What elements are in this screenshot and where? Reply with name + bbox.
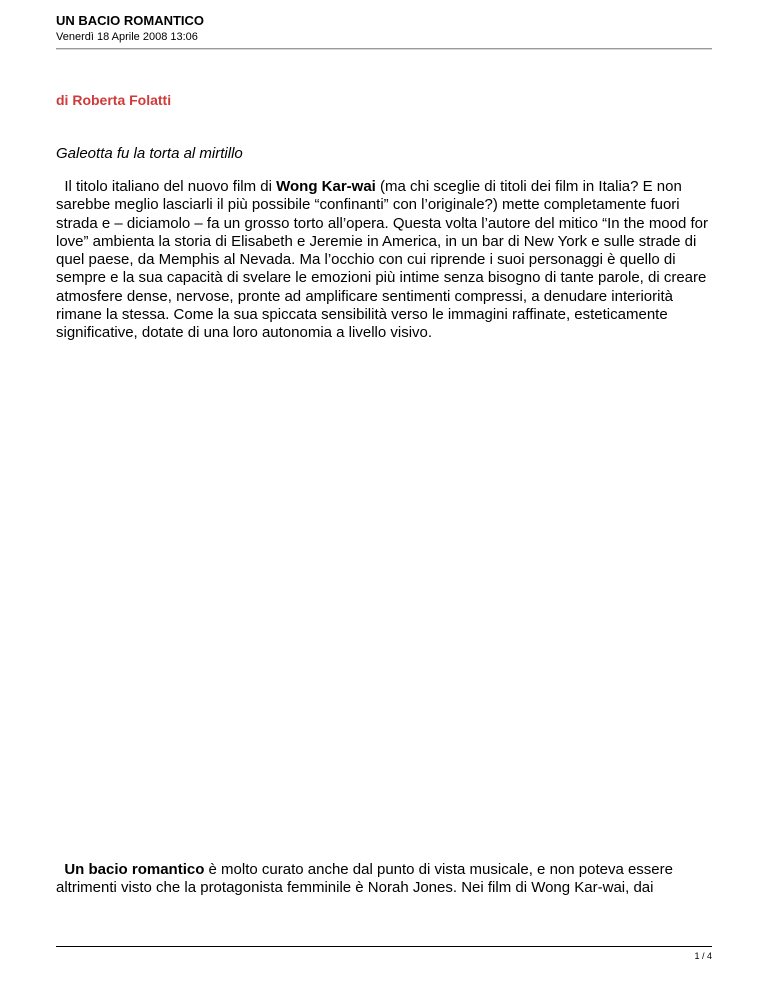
document-title: UN BACIO ROMANTICO: [56, 13, 205, 28]
director-name: Wong Kar-wai: [276, 178, 376, 195]
paragraph-1-intro: Il titolo italiano del nuovo film di: [64, 178, 277, 195]
document-date: Venerdì 18 Aprile 2008 13:06: [56, 31, 198, 43]
paragraph-2-body: è molto curato anche dal punto di vista musicale, e non poteva essere altrimenti visto che la protagonista femminile è Norah Jones. Nei film di Wong Kar-wai, dai: [56, 861, 673, 897]
footer-divider: [56, 946, 712, 947]
page-number: 1 / 4: [694, 951, 712, 961]
header-divider: [56, 48, 712, 50]
document-header: [56, 13, 712, 44]
paragraph-1-body: (ma chi sceglie di titoli dei film in Italia? E non sarebbe meglio lasciarli il più possibile “confinanti” con l’originale?) mette completamente fuori strada e – diciamolo – fa un grosso torto all’opera. Questa volta l’autore del mitico “In the mood for love” ambienta la storia di Elisabeth e Jeremie in America, in un bar di New York e sulle strade di quel paese, da Memphis al Nevada. Ma l’occhio con cui riprende i suoi personaggi è quello di sempre e la sua capacità di svelare le emozioni più intime senza bisogno di tante parole, di creare atmosfere dense, nervose, pronte ad amplificare sentimenti compressi, a denudare interiorità rimane la stessa. Come la sua spiccata sensibilità verso le immagini raffinate, esteticamente significative, dotate di una loro autonomia a livello visivo.: [56, 178, 709, 342]
article-paragraph-2: [56, 861, 716, 898]
article-paragraph-1: [56, 178, 716, 343]
film-title: Un bacio romantico: [64, 861, 205, 878]
article-subtitle: Galeotta fu la torta al mirtillo: [56, 145, 243, 162]
article-author: di Roberta Folatti: [56, 92, 172, 108]
